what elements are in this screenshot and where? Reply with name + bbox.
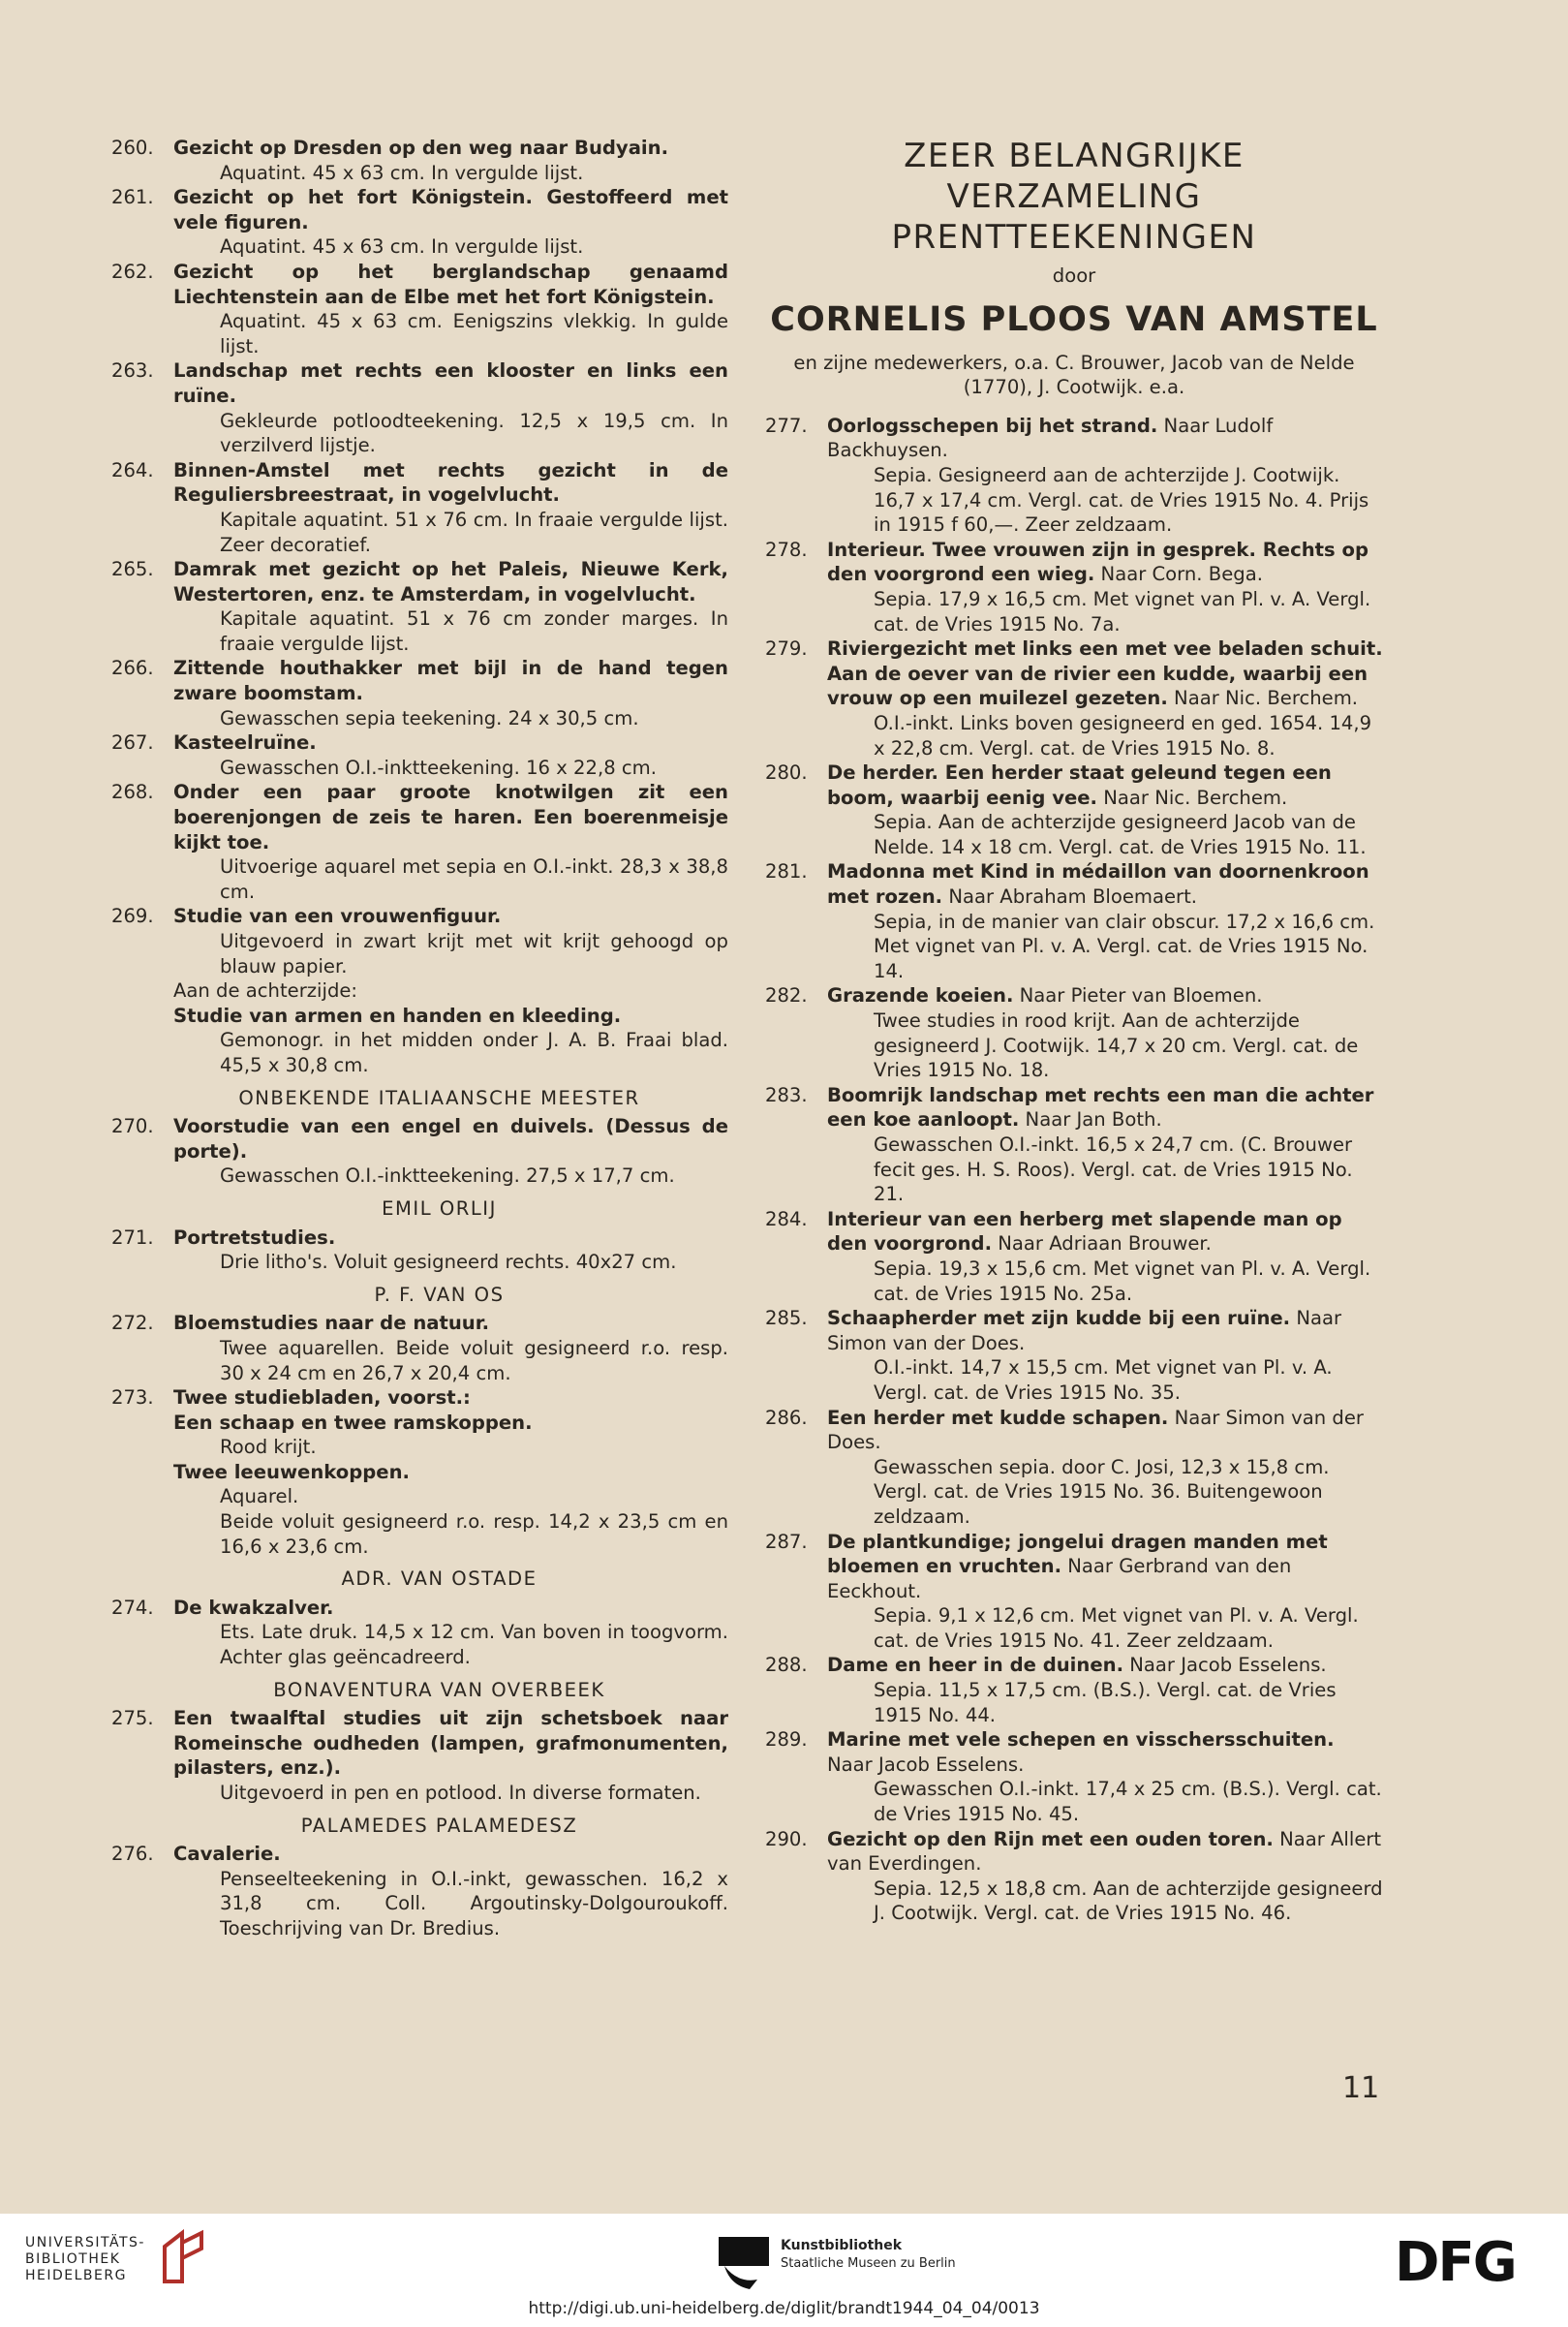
entry-number: 272. <box>111 1312 154 1335</box>
entry-number: 289. <box>765 1728 808 1752</box>
catalogue-entry <box>765 1306 1383 1405</box>
entry-heading <box>827 1207 1383 1257</box>
entry-heading <box>827 1653 1383 1678</box>
title-line-1: ZEER BELANGRIJKE <box>904 137 1245 175</box>
entry-attribution: Naar Simon van der Does. <box>827 1406 1364 1454</box>
entry-title: Madonna met Kind in médaillon van doornenkroon met rozen. <box>827 860 1369 909</box>
catalogue-entry <box>111 458 728 557</box>
entry-heading <box>827 414 1383 463</box>
catalogue-entry <box>765 1083 1383 1207</box>
entry-heading <box>827 983 1383 1008</box>
catalogue-entry <box>111 1311 728 1385</box>
catalogue-entry <box>765 1653 1383 1727</box>
entry-number: 285. <box>765 1307 808 1330</box>
entry-number: 266. <box>111 657 154 680</box>
entry-attribution: Naar Ludolf Backhuysen. <box>827 414 1274 462</box>
catalogue-entry <box>111 904 728 1077</box>
catalogue-entry <box>111 185 728 260</box>
entry-title: Riviergezicht met links een met vee beladen schuit. Aan de oever van de rivier een kudde, waarbij een vrouw op een muilezel gezeten. <box>827 637 1383 710</box>
entry-description: Rood krijt. <box>220 1436 317 1459</box>
entry-number: 290. <box>765 1827 808 1850</box>
catalogue-entry <box>765 1530 1383 1654</box>
entry-description: Penseelteekening in O.I.-inkt, gewasschen. 16,2 x 31,8 cm. Coll. Argoutinsky-Dolgouroukoff. Toeschrijving van Dr. Bredius. <box>220 1867 728 1939</box>
catalogue-entry <box>111 1596 728 1670</box>
entry-title: De plantkundige; jongelui dragen manden met bloemen en vruchten. <box>827 1530 1328 1578</box>
entry-attribution: Naar Abraham Bloemaert. <box>948 885 1197 909</box>
entry-heading <box>827 1406 1383 1455</box>
entry-subtitle: Twee leeuwenkoppen. <box>173 1460 410 1483</box>
entry-description: Uitgevoerd in zwart krijt met wit krijt gehoogd op blauw papier. <box>220 930 728 977</box>
entry-heading <box>827 636 1383 711</box>
entry-description: Gekleurde potloodteekening. 12,5 x 19,5 cm. In verzilverd lijstje. <box>220 409 728 457</box>
entry-number: 273. <box>111 1386 154 1410</box>
entry-description: Ets. Late druk. 14,5 x 12 cm. Van boven in toogvorm. Achter glas geëncadreerd. <box>220 1621 728 1669</box>
entry-subtitle: Studie van armen en handen en kleeding. <box>173 1004 622 1027</box>
entry-heading <box>827 1727 1383 1777</box>
catalogue-entry <box>111 557 728 656</box>
entry-number: 284. <box>765 1207 808 1230</box>
entry-heading <box>827 538 1383 587</box>
entry-description: Sepia. 11,5 x 17,5 cm. (B.S.). Vergl. cat. de Vries 1915 No. 44. <box>874 1679 1337 1726</box>
entry-number: 267. <box>111 731 154 755</box>
entry-number: 270. <box>111 1115 154 1138</box>
entry-attribution: Naar Pieter van Bloemen. <box>1019 984 1263 1008</box>
right-entry-list <box>765 414 1383 1926</box>
entry-number: 265. <box>111 558 154 581</box>
entry-title: Onder een paar groote knotwilgen zit een boerenjongen de zeis te haren. Een boerenmeisje kijkt toe. <box>173 781 728 853</box>
entry-title: Studie van een vrouwenfiguur. <box>173 905 502 928</box>
entry-number: 263. <box>111 359 154 383</box>
title-line-2: VERZAMELING PRENTTEEKENINGEN <box>891 177 1257 257</box>
entry-title: Kasteelruïne. <box>173 731 317 755</box>
entry-number: 269. <box>111 905 154 928</box>
entry-description: Beide voluit gesigneerd r.o. resp. 14,2 x 23,5 cm en 16,6 x 23,6 cm. <box>220 1510 728 1558</box>
entry-heading <box>827 859 1383 909</box>
catalogue-entry <box>111 1114 728 1189</box>
catalogue-entry <box>765 414 1383 538</box>
artist-heading: PALAMEDES PALAMEDESZ <box>300 1814 578 1837</box>
entry-description: Aquatint. 45 x 63 cm. In vergulde lijst. <box>220 161 584 184</box>
entry-heading <box>827 760 1383 810</box>
entry-title: Dame en heer in de duinen. <box>827 1654 1124 1677</box>
entry-title: Damrak met gezicht op het Paleis, Nieuwe Kerk, Westertoren, enz. te Amsterdam, in vogelvlucht. <box>173 558 728 605</box>
entry-description: Gewasschen O.I.-inktteekening. 27,5 x 17,7 cm. <box>220 1164 675 1188</box>
entry-title: Twee studiebladen, voorst.: <box>173 1386 471 1410</box>
entry-description: Sepia. 12,5 x 18,8 cm. Aan de achterzijde gesigneerd J. Cootwijk. Vergl. cat. de Vries 1915 No. 46. <box>874 1877 1383 1925</box>
entry-number: 277. <box>765 414 808 437</box>
catalogue-entry <box>111 730 728 780</box>
catalogue-entry <box>111 780 728 904</box>
catalogue-entry <box>765 1406 1383 1530</box>
uni-line-1: UNIVERSITÄTS- <box>25 2235 145 2250</box>
entry-title: Interieur van een herberg met slapende man op den voorgrond. <box>827 1207 1342 1256</box>
entry-number: 283. <box>765 1083 808 1106</box>
entry-number: 287. <box>765 1530 808 1553</box>
catalogue-entry <box>111 260 728 358</box>
entry-description: Aquatint. 45 x 63 cm. Eenigszins vlekkig. In gulde lijst. <box>220 310 728 357</box>
catalogue-entry <box>111 358 728 457</box>
catalogue-entry <box>765 636 1383 760</box>
entry-heading <box>827 1827 1383 1877</box>
entry-title: Bloemstudies naar de natuur. <box>173 1312 490 1335</box>
catalogue-entry <box>765 1207 1383 1306</box>
artist-heading: BONAVENTURA VAN OVERBEEK <box>273 1678 605 1701</box>
entry-description: Sepia, in de manier van clair obscur. 17,2 x 16,6 cm. Met vignet van Pl. v. A. Vergl. cat. de Vries 1915 No. 14. <box>874 910 1375 982</box>
entry-number: 268. <box>111 781 154 804</box>
entry-number: 286. <box>765 1406 808 1429</box>
entry-title: Cavalerie. <box>173 1843 281 1866</box>
uni-line-2: BIBLIOTHEK <box>25 2251 121 2267</box>
right-column <box>765 136 1383 1926</box>
entry-number: 282. <box>765 984 808 1008</box>
entry-description: Gewasschen sepia teekening. 24 x 30,5 cm. <box>220 706 639 729</box>
entry-description: Gewasschen sepia. door C. Josi, 12,3 x 15,8 cm. Vergl. cat. de Vries 1915 No. 36. Buitengewoon zeldzaam. <box>874 1455 1330 1528</box>
catalogue-entry <box>765 859 1383 983</box>
entry-number: 279. <box>765 637 808 661</box>
artist-heading: P. F. VAN OS <box>374 1283 505 1306</box>
entry-title: Een twaalftal studies uit zijn schetsboek naar Romeinsche oudheden (lampen, grafmonumenten, pilasters, enz.). <box>173 1707 728 1780</box>
entry-title: Gezicht op Dresden op den weg naar Budyain. <box>173 137 669 159</box>
entry-title: Grazende koeien. <box>827 984 1014 1008</box>
entry-description: Sepia. Gesigneerd aan de achterzijde J. Cootwijk. 16,7 x 17,4 cm. Vergl. cat. de Vries 1915 No. 4. Prijs in 1915 f 60,—. Zeer zeldzaam. <box>874 463 1369 537</box>
entry-description: Aquatint. 45 x 63 cm. In vergulde lijst. <box>220 235 584 259</box>
door-label: door <box>1052 264 1096 287</box>
artist-heading: EMIL ORLIJ <box>382 1196 497 1220</box>
dfg-logo[interactable]: DFG <box>1395 2231 1516 2294</box>
entry-attribution: Naar Simon van der Does. <box>827 1307 1342 1354</box>
entry-title: Gezicht op het berglandschap genaamd Liechtenstein aan de Elbe met het fort Königstein. <box>173 260 728 308</box>
entry-description: Sepia. 19,3 x 15,6 cm. Met vignet van Pl. v. A. Vergl. cat. de Vries 1915 No. 25a. <box>874 1257 1371 1305</box>
catalogue-entry <box>765 1827 1383 1926</box>
entry-number: 274. <box>111 1596 154 1619</box>
entry-number: 280. <box>765 761 808 785</box>
entry-number: 262. <box>111 260 154 283</box>
kunstbibliothek-mark-icon <box>719 2237 769 2289</box>
entry-attribution: Naar Nic. Berchem. <box>1174 687 1359 710</box>
entry-description: Drie litho's. Voluit gesigneerd rechts. 40x27 cm. <box>220 1251 677 1274</box>
entry-description: Aquarel. <box>220 1485 299 1508</box>
catalogue-title <box>765 136 1383 258</box>
entry-number: 288. <box>765 1654 808 1677</box>
kb-sub: Staatliche Museen zu Berlin <box>781 2256 956 2271</box>
entry-number: 261. <box>111 186 154 209</box>
catalogue-entry <box>111 656 728 730</box>
intro-text: en zijne medewerkers, o.a. C. Brouwer, Jacob van de Nelde (1770), J. Cootwijk. e.a. <box>793 351 1355 399</box>
entry-number: 275. <box>111 1707 154 1730</box>
entry-number: 264. <box>111 458 154 481</box>
entry-description: Uitvoerige aquarel met sepia en O.I.-inkt. 28,3 x 38,8 cm. <box>220 855 728 903</box>
entry-number: 281. <box>765 860 808 884</box>
entry-title: De herder. Een herder staat geleund tegen een boom, waarbij eenig vee. <box>827 761 1332 809</box>
catalogue-entry <box>111 1385 728 1559</box>
entry-title: Interieur. Twee vrouwen zijn in gesprek. Rechts op den voorgrond een wieg. <box>827 538 1368 586</box>
entry-title: Voorstudie van een engel en duivels. (Dessus de porte). <box>173 1115 728 1163</box>
entry-attribution: Naar Jacob Esselens. <box>827 1753 1025 1776</box>
viewer-footer <box>0 2214 1568 2327</box>
entry-description: Uitgevoerd in pen en potlood. In diverse formaten. <box>220 1782 701 1804</box>
entry-title: Een herder met kudde schapen. <box>827 1406 1169 1429</box>
entry-description: Sepia. 17,9 x 16,5 cm. Met vignet van Pl. v. A. Vergl. cat. de Vries 1915 No. 7a. <box>874 587 1371 636</box>
catalogue-entry <box>111 1226 728 1275</box>
uni-heidelberg-mark-icon <box>159 2229 209 2287</box>
entry-heading <box>827 1083 1383 1132</box>
catalogue-entry <box>765 538 1383 636</box>
entry-title: Zittende houthakker met bijl in de hand tegen zware boomstam. <box>173 657 728 705</box>
entry-attribution: Naar Gerbrand van den Eeckhout. <box>827 1555 1292 1602</box>
page-number: 11 <box>1342 2071 1380 2105</box>
university-library-logo[interactable] <box>25 2235 145 2284</box>
entry-heading <box>827 1530 1383 1604</box>
entry-attribution: Naar Adriaan Brouwer. <box>998 1232 1212 1256</box>
catalogue-entry <box>111 1706 728 1805</box>
entry-description: Sepia. Aan de achterzijde gesigneerd Jacob van de Nelde. 14 x 18 cm. Vergl. cat. de Vries 1915 No. 11. <box>874 811 1367 858</box>
entry-attribution: Naar Corn. Bega. <box>1100 563 1263 586</box>
left-column <box>111 136 728 1941</box>
entry-description: Kapitale aquatint. 51 x 76 cm zonder marges. In fraaie vergulde lijst. <box>220 607 728 655</box>
artist-heading: ADR. VAN OSTADE <box>341 1567 538 1591</box>
uni-line-3: HEIDELBERG <box>25 2268 127 2283</box>
entry-title: Gezicht op het fort Königstein. Gestoffeerd met vele figuren. <box>173 186 728 233</box>
entry-description: Gemonogr. in het midden onder J. A. B. Fraai blad. 45,5 x 30,8 cm. <box>220 1029 728 1076</box>
entry-description: Gewasschen O.I.-inkt. 16,5 x 24,7 cm. (C. Brouwer fecit ges. H. S. Roos). Vergl. cat. de Vries 1915 No. 21. <box>874 1133 1353 1206</box>
entry-description: Twee aquarellen. Beide voluit gesigneerd r.o. resp. 30 x 24 cm en 26,7 x 20,4 cm. <box>220 1336 728 1384</box>
entry-description: Gewasschen O.I.-inktteekening. 16 x 22,8 cm. <box>220 756 658 779</box>
entry-heading <box>827 1306 1383 1355</box>
kunstbibliothek-logo[interactable] <box>781 2237 956 2273</box>
entry-description: O.I.-inkt. Links boven gesigneerd en ged. 1654. 14,9 x 22,8 cm. Vergl. cat. de Vries 1915 No. 8. <box>874 711 1372 760</box>
catalogue-entry <box>765 983 1383 1082</box>
entry-title: Oorlogsschepen bij het strand. <box>827 414 1158 437</box>
catalogue-entry <box>765 760 1383 859</box>
entry-title: Portretstudies. <box>173 1226 336 1249</box>
artist-heading: ONBEKENDE ITALIAANSCHE MEESTER <box>238 1086 640 1109</box>
entry-number: 271. <box>111 1226 154 1249</box>
entry-title: Binnen-Amstel met rechts gezicht in de Reguliersbreestraat, in vogelvlucht. <box>173 458 728 507</box>
entry-subtitle: Een schaap en twee ramskoppen. <box>173 1411 533 1434</box>
catalogue-entry <box>111 136 728 185</box>
entry-number: 260. <box>111 137 154 159</box>
entry-description: O.I.-inkt. 14,7 x 15,5 cm. Met vignet van Pl. v. A. Vergl. cat. de Vries 1915 No. 35. <box>874 1356 1333 1404</box>
entry-attribution: Naar Jacob Esselens. <box>1129 1654 1327 1677</box>
entry-description: Sepia. 9,1 x 12,6 cm. Met vignet van Pl. v. A. Vergl. cat. de Vries 1915 No. 41. Zeer zeldzaam. <box>874 1604 1359 1652</box>
entry-description: Kapitale aquatint. 51 x 76 cm. In fraaie vergulde lijst. Zeer decoratief. <box>220 508 728 556</box>
page-url[interactable]: http://digi.ub.uni-heidelberg.de/diglit/brandt1944_04_04/0013 <box>528 2299 1040 2318</box>
entry-description: Gewasschen O.I.-inkt. 17,4 x 25 cm. (B.S.). Vergl. cat. de Vries 1915 No. 45. <box>874 1778 1382 1826</box>
entry-attribution: Naar Nic. Berchem. <box>1103 786 1288 809</box>
entry-attribution: Naar Jan Both. <box>1025 1108 1162 1132</box>
entry-title: Landschap met rechts een klooster en links een ruïne. <box>173 359 728 407</box>
catalogue-entry <box>111 1842 728 1940</box>
entry-number: 278. <box>765 538 808 561</box>
entry-attribution: Naar Allert van Everdingen. <box>827 1827 1382 1876</box>
entry-title: Boomrijk landschap met rechts een man die achter een koe aanloopt. <box>827 1083 1374 1132</box>
kb-name: Kunstbibliothek <box>781 2238 903 2253</box>
entry-title: De kwakzalver. <box>173 1596 334 1619</box>
entry-description: Twee studies in rood krijt. Aan de achterzijde gesigneerd J. Cootwijk. 14,7 x 20 cm. Vergl. cat. de Vries 1915 No. 18. <box>874 1009 1359 1082</box>
entry-title: Gezicht op den Rijn met een ouden toren. <box>827 1827 1274 1850</box>
entry-number: 276. <box>111 1843 154 1866</box>
entry-note: Aan de achterzijde: <box>173 979 358 1003</box>
entry-title: Marine met vele schepen en visschersschuiten. <box>827 1728 1335 1752</box>
author-name: CORNELIS PLOOS VAN AMSTEL <box>770 299 1378 339</box>
catalogue-entry <box>765 1727 1383 1826</box>
entry-title: Schaapherder met zijn kudde bij een ruïne. <box>827 1307 1291 1330</box>
